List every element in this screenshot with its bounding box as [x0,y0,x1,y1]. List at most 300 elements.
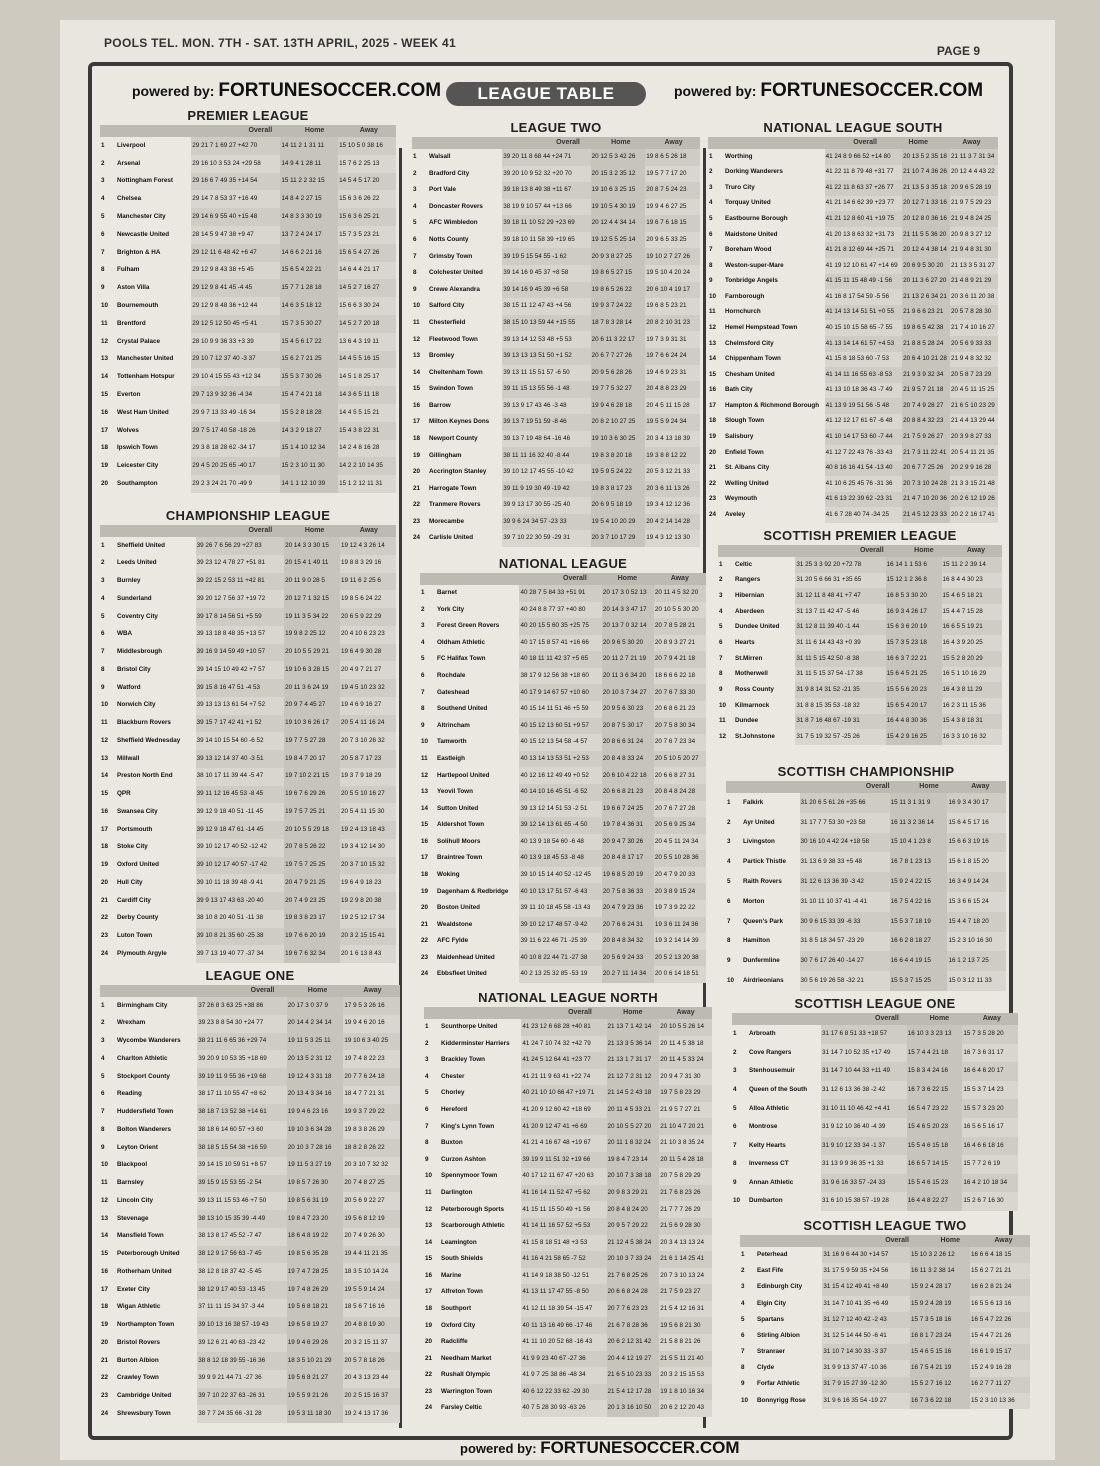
table-row [412,497,700,514]
position-cell: 1 [421,589,425,597]
away-stats-cell: 20 4 10 6 23 23 [340,626,396,644]
table-row [100,315,396,333]
overall-stats-cell: 29 16 6 7 49 35 +14 54 [191,173,280,191]
home-stats-cell: 20 9 5 6 30 23 [602,701,654,718]
away-stats-cell: 20 3 4 13 18 39 [645,431,700,448]
team-name-cell: Celtic [735,560,753,568]
overall-stats-cell: 39 11 10 18 45 58 -13 43 [519,900,601,917]
team-name-cell: Arbroath [749,1030,776,1038]
team-name-cell: Rochdale [437,672,466,680]
away-stats-cell: 20 7 3 10 26 32 [340,732,396,750]
team-name-cell: Charlton Athletic [117,1054,168,1062]
team-name-cell: Colchester United [429,269,483,277]
powered-by-right [674,80,983,102]
overall-stats-cell: 41 16 8 17 54 59 -5 56 [825,289,902,305]
home-stats-cell: 20 6 9 5 30 20 [902,258,950,274]
team-name-cell: Hull City [117,878,143,886]
table-row [100,297,396,315]
position-cell: 9 [101,1143,105,1151]
home-stats-cell: 19 8 6 5 42 38 [902,320,950,336]
position-cell: 2 [101,159,105,167]
home-stats-cell: 20 8 8 4 32 23 [902,414,950,430]
position-cell: 9 [733,1178,737,1186]
overall-stats-cell: 38 21 11 6 65 36 +29 74 [197,1033,287,1051]
position-cell: 22 [413,501,421,509]
home-stats-cell: 15 5 3 7 15 25 [890,971,948,991]
overall-stats-cell: 39 13 12 14 37 40 -3 51 [196,750,284,768]
away-header: Away [664,139,683,146]
away-stats-cell: 21 9 7 5 29 23 [950,196,998,212]
away-stats-cell: 21 4 4 13 29 44 [950,414,998,430]
away-stats-cell: 15 6 1 8 15 20 [947,852,1006,872]
home-stats-cell: 20 8 4 8 17 17 [602,850,654,867]
team-name-cell: Queen of the South [749,1085,808,1093]
table-row [100,892,396,910]
scottish-league-one-table [732,996,1018,1216]
away-stats-cell: 15 7 7 2 6 19 [962,1155,1018,1174]
page-header-title: POOLS TEL. MON. 7TH - SAT. 13TH APRIL, 2025 - WEEK 41 [104,36,456,50]
team-name-cell: Falkirk [743,798,764,806]
home-stats-cell: 16 4 4 8 30 36 [886,714,942,730]
team-name-cell: Woking [437,870,460,878]
away-stats-cell: 20 3 10 7 32 32 [343,1157,400,1175]
away-stats-cell: 20 4 8 8 23 29 [645,381,700,398]
table-row [100,821,396,839]
team-name-cell: Crawley Town [117,1374,159,1382]
team-name-cell: Dundee [735,717,759,725]
position-cell: 9 [741,1380,745,1388]
home-stats-cell: 20 12 8 0 36 16 [902,211,950,227]
home-stats-cell: 15 2 3 10 11 30 [280,457,338,475]
overall-stats-cell: 39 12 9 18 47 61 -14 45 [196,821,284,839]
table-row [100,1228,400,1246]
position-cell: 17 [101,825,109,833]
position-cell: 19 [101,1321,109,1329]
team-name-cell: Cove Rangers [749,1048,792,1056]
home-stats-cell: 20 14 3 3 30 15 [284,537,340,555]
away-stats-cell: 21 5 4 12 16 31 [659,1301,712,1318]
overall-stats-cell: 29 12 9 8 48 36 +12 44 [191,297,280,315]
overall-stats-cell: 40 10 8 22 44 71 -27 38 [519,950,601,967]
team-name-cell: Huddersfield Town [117,1108,174,1116]
position-cell: 19 [709,433,717,441]
team-name-cell: Altrincham [437,721,470,729]
home-stats-cell: 14 6 6 2 21 16 [280,244,338,262]
team-name-cell: Brentford [117,319,146,327]
team-name-cell: AFC Wimbledon [429,219,478,227]
team-name-cell: Notts County [429,236,469,244]
overall-stats-cell: 31 7 5 19 32 57 -25 26 [795,729,885,745]
away-stats-cell: 19 6 8 5 23 21 [645,298,700,315]
position-cell: 16 [101,807,109,815]
team-name-cell: Crewe Alexandra [429,285,480,293]
position-cell: 1 [101,541,105,549]
away-stats-cell: 20 3 8 9 15 24 [654,883,706,900]
team-name-cell: Stirling Albion [757,1331,800,1339]
scottish-league-two-table [740,1218,1030,1414]
table-row [100,1086,400,1104]
table-row [740,1296,1030,1312]
table-row [424,1185,712,1202]
team-name-cell: Stenhousemuir [749,1067,795,1075]
table-row [718,651,1002,667]
away-stats-cell: 15 6 4 5 17 16 [947,813,1006,833]
away-stats-cell: 21 3 3 15 21 48 [950,476,998,492]
position-cell: 1 [733,1030,737,1038]
position-cell: 19 [425,1321,433,1329]
overall-header: Overall [563,575,587,582]
overall-stats-cell: 39 9 13 17 43 63 -20 40 [196,892,284,910]
team-name-cell: St.Mirren [735,654,763,662]
overall-stats-cell: 41 23 12 6 68 28 +40 81 [521,1019,606,1036]
position-cell: 24 [101,949,109,957]
table-row [740,1279,1030,1295]
table-row [100,590,396,608]
position-cell: 7 [733,1141,737,1149]
position-cell: 5 [733,1104,737,1112]
away-stats-cell: 20 2 2 16 17 41 [950,507,998,523]
away-stats-cell: 15 6 6 3 30 24 [338,297,396,315]
away-stats-cell: 20 5 6 9 22 27 [343,1192,400,1210]
overall-stats-cell: 31 20 5 6 66 31 +35 65 [795,573,885,589]
away-stats-cell: 19 5 10 4 20 24 [645,265,700,282]
home-stats-cell: 14 11 2 1 31 11 [280,137,338,155]
home-stats-cell: 20 7 8 5 26 22 [284,839,340,857]
overall-stats-cell: 31 10 11 10 46 42 +4 41 [821,1099,907,1118]
team-name-cell: Warrington Town [441,1387,493,1395]
away-stats-cell: 20 5 4 11 16 24 [340,715,396,733]
table-row [100,1281,400,1299]
away-stats-cell: 19 3 8 8 12 22 [645,447,700,464]
table-row [424,1251,712,1268]
table-row [424,1201,712,1218]
overall-stats-cell: 41 11 10 20 52 68 -16 43 [521,1334,606,1351]
table-row [732,1025,1018,1044]
overall-stats-cell: 41 21 11 9 63 41 +22 74 [521,1069,606,1086]
team-name-cell: Birmingham City [117,1001,168,1009]
team-name-cell: Salisbury [725,433,754,441]
team-name-cell: Forfar Athletic [757,1380,800,1388]
away-stats-cell: 15 7 3 5 23 21 [338,226,396,244]
away-stats-cell: 17 9 5 3 26 16 [343,997,400,1015]
position-cell: 4 [733,1085,737,1093]
home-stats-cell: 15 7 3 5 23 18 [886,635,942,651]
away-stats-cell: 15 1 2 12 11 31 [338,475,396,493]
team-name-cell: Chesterfield [429,318,466,326]
home-stats-cell: 21 7 6 8 25 26 [607,1268,660,1285]
overall-stats-cell: 29 14 6 9 55 40 +15 48 [191,208,280,226]
home-stats-cell: 16 7 8 1 23 13 [890,852,948,872]
team-name-cell: Oxford City [441,1321,476,1329]
team-name-cell: Farnborough [725,292,765,300]
overall-stats-cell: 39 12 9 18 40 51 -11 45 [196,803,284,821]
home-stats-cell: 15 11 3 1 31 9 [890,793,948,813]
team-name-cell: Hearts [735,638,755,646]
table-row [718,588,1002,604]
away-stats-cell: 19 9 3 7 29 22 [343,1104,400,1122]
away-stats-cell: 15 5 2 8 20 29 [942,651,1002,667]
table-row [100,750,396,768]
position-cell: 14 [413,368,421,376]
away-stats-cell: 21 10 4 7 20 21 [659,1118,712,1135]
home-header: Home [611,139,631,146]
table-row [726,813,1006,833]
overall-stats-cell: 39 23 8 8 54 30 +24 77 [197,1015,287,1033]
position-cell: 3 [421,622,425,630]
away-stats-cell: 21 7 5 9 23 27 [659,1284,712,1301]
position-cell: 11 [425,1188,432,1196]
overall-stats-cell: 29 10 4 15 55 43 +12 34 [191,368,280,386]
table-row [420,668,706,685]
position-cell: 20 [413,468,421,476]
position-cell: 7 [101,648,105,656]
team-name-cell: Tamworth [437,738,467,746]
overall-stats-cell: 31 14 7 10 44 33 +11 49 [821,1062,907,1081]
team-name-cell: Doncaster Rovers [429,202,483,210]
position-cell: 19 [421,887,429,895]
position-cell: 8 [421,705,425,713]
table-row [420,734,706,751]
premier-league-table [100,108,396,498]
team-name-cell: Wrexham [117,1019,146,1027]
team-name-cell: Partick Thistle [743,858,787,866]
overall-stats-cell: 40 24 8 8 77 37 +40 80 [519,602,601,619]
overall-stats-cell: 31 14 7 10 52 35 +17 49 [821,1044,907,1063]
position-cell: 8 [101,665,105,673]
table-row [412,298,700,315]
team-name-cell: Aberdeen [735,607,765,615]
home-stats-cell: 15 4 7 4 21 18 [280,386,338,404]
away-stats-cell: 15 2 3 10 16 30 [947,932,1006,952]
away-stats-cell: 15 6 2 7 21 21 [970,1263,1030,1279]
team-name-cell: Weymouth [725,495,758,503]
position-cell: 10 [101,1161,109,1169]
team-name-cell: Southend United [437,705,488,713]
team-name-cell: Montrose [749,1123,778,1131]
overall-stats-cell: 39 11 15 13 55 56 -1 48 [502,381,590,398]
team-name-cell: Kelty Hearts [749,1141,786,1149]
overall-stats-cell: 39 20 9 10 53 35 +18 69 [197,1050,287,1068]
position-cell: 19 [101,462,109,470]
overall-stats-cell: 41 9 7 25 38 86 -48 34 [521,1367,606,1384]
home-stats-cell: 15 5 4 6 15 18 [907,1137,963,1156]
home-stats-cell: 20 3 7 10 17 29 [591,530,646,547]
team-name-cell: Northampton Town [117,1321,175,1329]
overall-stats-cell: 39 13 12 14 51 53 -2 51 [519,801,601,818]
overall-stats-cell: 40 15 14 11 51 46 +5 59 [519,701,601,718]
overall-stats-cell: 29 14 7 8 53 37 +16 49 [191,190,280,208]
table-row [726,872,1006,892]
away-stats-cell: 20 5 6 9 33 33 [950,336,998,352]
away-stats-cell: 19 9 4 6 27 25 [645,199,700,216]
home-stats-cell: 19 7 4 7 28 25 [287,1263,344,1281]
home-stats-cell: 16 6 3 7 22 21 [886,651,942,667]
home-stats-cell: 19 7 7 5 27 28 [284,732,340,750]
table-row [708,180,998,196]
away-stats-cell: 16 6 6 4 18 15 [970,1247,1030,1263]
away-stats-cell: 16 4 6 6 18 16 [962,1137,1018,1156]
team-name-cell: Chesham United [725,370,775,378]
home-stats-cell: 15 7 7 1 28 18 [280,279,338,297]
overall-stats-cell: 39 19 5 15 54 55 -1 62 [502,248,590,265]
home-stats-cell: 19 8 6 5 27 15 [591,265,646,282]
table-row [732,1118,1018,1137]
home-stats-cell: 15 6 3 6 20 19 [886,620,942,636]
team-name-cell: Ayr United [743,818,775,826]
overall-stats-cell: 39 7 10 22 30 59 -29 31 [502,530,590,547]
position-cell: 18 [101,1303,109,1311]
position-cell: 4 [101,195,105,203]
table-row [420,917,706,934]
table-row [424,1085,712,1102]
overall-stats-cell: 40 17 12 11 67 47 +20 63 [521,1168,606,1185]
overall-stats-cell: 38 7 7 24 35 66 -31 28 [197,1405,287,1423]
home-stats-cell: 21 13 7 1 42 14 [607,1019,660,1036]
away-stats-cell: 19 8 8 3 29 16 [340,555,396,573]
team-name-cell: Clyde [757,1364,775,1372]
home-stats-cell: 19 7 4 8 26 29 [287,1281,344,1299]
position-cell: 21 [101,896,109,904]
overall-stats-cell: 38 11 11 16 32 40 -8 44 [502,447,590,464]
table-row [718,557,1002,573]
team-name-cell: Farsley Celtic [441,1404,482,1412]
home-stats-cell: 20 7 6 6 24 31 [602,917,654,934]
table-row [708,507,998,523]
team-name-cell: Elgin City [757,1299,787,1307]
away-stats-cell: 15 4 6 5 18 21 [942,588,1002,604]
team-name-cell: Eastbourne Borough [725,214,788,222]
home-stats-cell: 21 14 5 2 43 18 [607,1085,660,1102]
home-stats-cell: 15 1 4 10 12 34 [280,440,338,458]
away-stats-cell: 19 2 9 8 20 38 [340,892,396,910]
position-cell: 16 [421,837,429,845]
team-name-cell: Southport [441,1304,472,1312]
team-name-cell: Leeds United [117,559,157,567]
league-title: NATIONAL LEAGUE NORTH [478,990,658,1005]
home-stats-cell: 19 10 6 3 28 15 [284,661,340,679]
table-row [100,1210,400,1228]
away-stats-cell: 16 5 4 7 22 26 [970,1312,1030,1328]
home-stats-cell: 20 13 5 2 31 12 [287,1050,344,1068]
away-stats-cell: 16 4 3 9 20 25 [942,635,1002,651]
column-group-header [740,1235,1030,1247]
away-stats-cell: 16 5 1 10 16 29 [942,667,1002,683]
overall-stats-cell: 31 12 5 14 44 50 -6 41 [822,1328,910,1344]
away-stats-cell: 21 9 5 7 27 21 [659,1102,712,1119]
home-stats-cell: 14 8 4 2 27 15 [280,190,338,208]
table-row [718,667,1002,683]
away-stats-cell: 15 10 5 0 38 16 [338,137,396,155]
overall-stats-cell: 41 10 6 25 45 76 -31 36 [825,476,902,492]
overall-stats-cell: 40 17 9 14 67 57 +10 60 [519,684,601,701]
team-name-cell: WBA [117,630,133,638]
home-stats-cell: 19 11 5 3 27 19 [287,1157,344,1175]
table-row [412,398,700,415]
home-stats-cell: 20 10 3 7 33 24 [607,1251,660,1268]
away-stats-cell: 21 10 3 8 35 24 [659,1135,712,1152]
home-stats-cell: 20 8 4 8 24 20 [607,1201,660,1218]
overall-stats-cell: 39 19 11 9 55 36 +19 68 [197,1068,287,1086]
position-cell: 5 [425,1089,429,1097]
home-stats-cell: 15 10 3 2 26 12 [910,1247,970,1263]
home-stats-cell: 20 5 6 9 24 33 [602,950,654,967]
team-name-cell: Bradford City [429,169,470,177]
position-cell: 15 [709,370,717,378]
table-row [424,1135,712,1152]
position-cell: 3 [101,577,105,585]
table-row [100,1157,400,1175]
position-cell: 15 [413,385,421,393]
overall-stats-cell: 39 18 11 10 52 29 +23 69 [502,215,590,232]
position-cell: 7 [421,688,425,696]
team-name-cell: Shrewsbury Town [117,1409,171,1417]
table-row [412,232,700,249]
overall-stats-cell: 41 15 8 18 53 60 -7 53 [825,352,902,368]
away-stats-cell: 19 4 5 10 23 32 [340,679,396,697]
home-stats-cell: 15 7 3 5 18 16 [910,1312,970,1328]
home-stats-cell: 19 6 8 5 20 19 [602,867,654,884]
home-stats-cell: 16 6 4 4 19 15 [890,951,948,971]
home-stats-cell: 19 12 5 5 25 14 [591,232,646,249]
table-row [100,404,396,422]
away-stats-cell: 19 6 4 9 30 28 [340,644,396,662]
overall-stats-cell: 39 15 9 15 53 55 -2 54 [197,1175,287,1193]
away-stats-cell: 20 8 9 3 27 21 [654,635,706,652]
home-stats-cell: 21 11 5 5 36 20 [902,227,950,243]
position-cell: 6 [413,236,417,244]
position-cell: 9 [719,685,723,693]
table-row [412,248,700,265]
away-stats-cell: 15 6 6 3 19 16 [947,833,1006,853]
position-cell: 3 [413,186,417,194]
team-name-cell: Lincoln City [117,1196,154,1204]
home-stats-cell: 20 12 4 4 38 14 [902,242,950,258]
overall-stats-cell: 39 14 16 9 45 39 +6 58 [502,282,590,299]
team-name-cell: Rangers [735,576,761,584]
overall-stats-cell: 39 13 11 15 53 46 +7 50 [197,1192,287,1210]
home-stats-cell: 20 6 9 5 18 19 [591,497,646,514]
league-title: NATIONAL LEAGUE SOUTH [763,120,943,135]
league-title: CHAMPIONSHIP LEAGUE [165,508,331,523]
away-stats-cell: 20 3 2 15 11 37 [343,1334,400,1352]
powered-site: FORTUNESOCCER.COM [218,80,442,101]
away-stats-cell: 21 6 5 10 23 29 [950,398,998,414]
team-name-cell: Spartans [757,1315,784,1323]
team-name-cell: Watford [117,683,141,691]
overall-stats-cell: 39 13 13 13 51 50 +1 52 [502,348,590,365]
team-name-cell: South Shields [441,1255,483,1263]
standings-table [424,1019,712,1417]
home-stats-cell: 14 3 2 9 18 27 [280,422,338,440]
team-name-cell: Crystal Palace [117,337,161,345]
away-stats-cell: 20 12 4 4 43 22 [950,165,998,181]
team-name-cell: Fulham [117,266,140,274]
away-stats-cell: 19 8 3 8 26 29 [343,1121,400,1139]
overall-stats-cell: 31 8 7 16 48 67 -19 31 [795,714,885,730]
home-stats-cell: 20 9 5 6 28 26 [591,365,646,382]
team-name-cell: Ebbsfleet United [437,970,487,978]
home-stats-cell: 21 12 7 2 31 12 [607,1069,660,1086]
table-row [100,279,396,297]
overall-stats-cell: 39 18 10 11 58 39 +19 65 [502,232,590,249]
team-name-cell: Kilmarnock [735,701,770,709]
away-stats-cell: 15 6 3 6 26 22 [338,190,396,208]
team-name-cell: Weston-super-Mare [725,261,784,269]
table-row [412,215,700,232]
table-row [100,1334,400,1352]
table-row [424,1235,712,1252]
away-stats-cell: 20 6 5 9 22 29 [340,608,396,626]
